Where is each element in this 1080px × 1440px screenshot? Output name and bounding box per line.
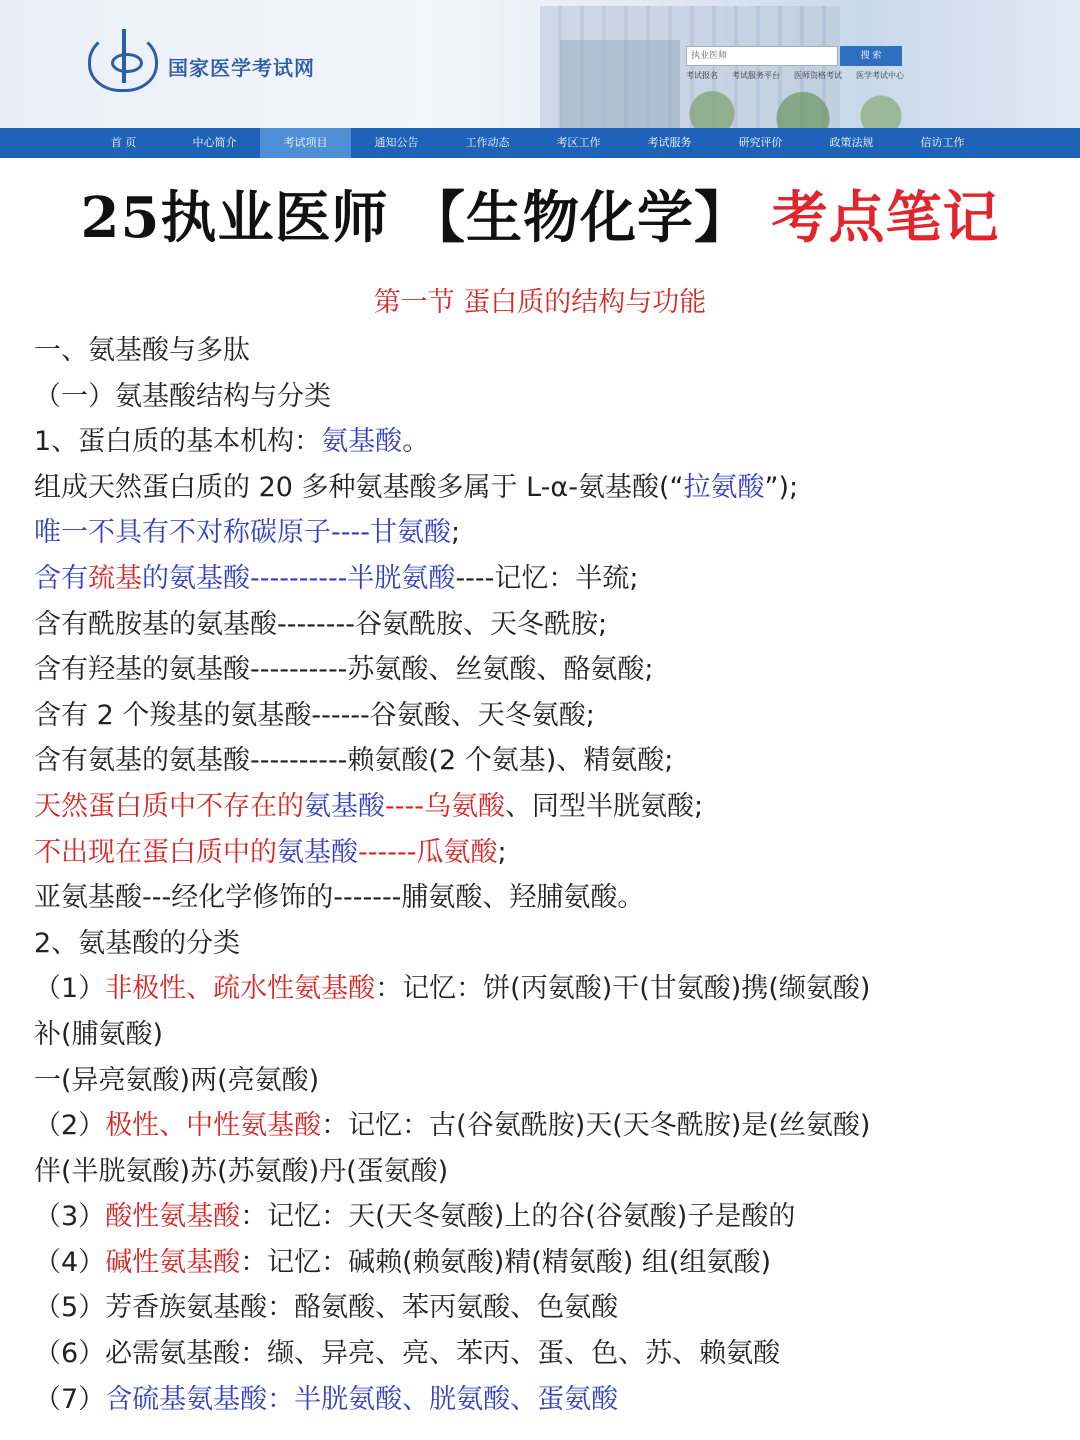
- note-line: [34, 1149, 1064, 1195]
- page-title: [0, 180, 1080, 256]
- note-text: （2）: [34, 1110, 106, 1142]
- note-highlight: 的氨基酸----------半胱氨酸: [142, 562, 456, 594]
- note-highlight: 酸性氨基酸: [105, 1201, 241, 1233]
- note-text: ;: [497, 836, 507, 868]
- note-text: 。: [402, 426, 430, 458]
- note-text: 、同型半胱氨酸;: [504, 790, 704, 822]
- note-highlight: 含硫基氨基酸：半胱氨酸、胱氨酸、蛋氨酸: [105, 1383, 619, 1415]
- note-highlight: 巯基: [88, 562, 142, 594]
- quick-link[interactable]: 考试报名: [686, 71, 718, 80]
- note-highlight: 氨基酸: [277, 836, 358, 868]
- site-name[interactable]: 国家医学考试网: [168, 56, 315, 80]
- nav-item-research[interactable]: 研究评价: [738, 136, 783, 149]
- note-highlight: 含有: [34, 562, 88, 594]
- note-line: [34, 875, 1064, 921]
- note-text: 亚氨基酸---经化学修饰的-------脯氨酸、羟脯氨酸。: [34, 882, 645, 914]
- note-line: [34, 784, 1064, 830]
- note-line: [34, 1194, 1064, 1240]
- note-text: ：记忆：饼(丙氨酸)干(甘氨酸)携(缬氨酸): [375, 973, 871, 1005]
- note-line: [34, 1012, 1064, 1058]
- note-text: ----记忆：半巯;: [455, 562, 639, 594]
- note-text: （5）芳香族氨基酸：酪氨酸、苯丙氨酸、色氨酸: [34, 1292, 619, 1324]
- note-highlight: ----乌氨酸: [385, 790, 505, 822]
- note-line: [34, 419, 1064, 465]
- note-text: （6）必需氨基酸：缬、异亮、亮、苯丙、蛋、色、苏、赖氨酸: [34, 1338, 781, 1370]
- note-text: 含有氨基的氨基酸----------赖氨酸(2 个氨基)、精氨酸;: [34, 745, 674, 777]
- note-highlight: 唯一不具有不对称碳原子----甘氨酸: [34, 517, 451, 549]
- note-line: [34, 1058, 1064, 1104]
- heading-amino-acids: 一、氨基酸与多肽: [34, 335, 250, 366]
- search-input[interactable]: 执业医师: [686, 46, 838, 66]
- note-text: ：记忆：古(谷氨酰胺)天(天冬酰胺)是(丝氨酸): [321, 1110, 871, 1142]
- nav-item-home[interactable]: 首 页: [110, 136, 137, 149]
- note-line: [34, 921, 1064, 967]
- nav-item-exams[interactable]: 考试项目: [260, 128, 351, 158]
- note-text: 伴(半胱氨酸)苏(苏氨酸)丹(蛋氨酸): [34, 1155, 449, 1187]
- nav-item-policy[interactable]: 政策法规: [829, 136, 874, 149]
- note-line: [34, 966, 1064, 1012]
- nav-item-notices[interactable]: 通知公告: [374, 136, 419, 149]
- note-line: [34, 602, 1064, 648]
- note-line: [34, 1331, 1064, 1377]
- note-highlight: 非极性、疏水性氨基酸: [105, 973, 376, 1005]
- quick-link[interactable]: 医师资格考试: [794, 71, 842, 80]
- note-text: 2、氨基酸的分类: [34, 927, 241, 959]
- nav-item-petition[interactable]: 信访工作: [920, 136, 965, 149]
- note-line: [34, 830, 1064, 876]
- note-text: （1）: [34, 973, 106, 1005]
- note-text: （3）: [34, 1201, 106, 1233]
- note-line: [34, 1103, 1064, 1149]
- note-text: 1、蛋白质的基本机构：: [34, 426, 322, 458]
- main-nav: [0, 128, 1080, 158]
- search-button[interactable]: 搜 索: [840, 46, 902, 66]
- note-line: [34, 647, 1064, 693]
- note-text: 含有酰胺基的氨基酸--------谷氨酰胺、天冬酰胺;: [34, 608, 608, 640]
- note-text: ：记忆：碱赖(赖氨酸)精(精氨酸) 组(组氨酸): [240, 1246, 771, 1278]
- note-line: [34, 465, 1064, 511]
- section-title: 第一节 蛋白质的结构与功能: [373, 287, 707, 318]
- note-text: ;: [450, 517, 461, 549]
- note-line: [34, 738, 1064, 784]
- nav-item-regions[interactable]: 考区工作: [556, 136, 601, 149]
- logo-emblem-icon[interactable]: [88, 32, 158, 92]
- note-highlight: 极性、中性氨基酸: [105, 1110, 322, 1142]
- note-highlight: 氨基酸: [304, 790, 385, 822]
- note-text: （7）: [34, 1383, 106, 1415]
- note-line: [34, 556, 1064, 602]
- note-text: 含有 2 个羧基的氨基酸------谷氨酸、天冬氨酸;: [34, 699, 595, 731]
- title-subject: 【生物化学】: [408, 185, 751, 251]
- trees-image: [660, 80, 920, 128]
- note-highlight: 不出现在蛋白质中的: [34, 836, 277, 868]
- notes-body: [34, 328, 1064, 1422]
- note-line: [34, 374, 1064, 420]
- note-highlight: ------瓜氨酸: [358, 836, 498, 868]
- note-text: ：记忆：天(天冬氨酸)上的谷(谷氨酸)子是酸的: [240, 1201, 796, 1233]
- site-banner: [0, 0, 1080, 128]
- note-line: [34, 693, 1064, 739]
- note-text: （4）: [34, 1246, 106, 1278]
- quick-links: [686, 70, 986, 84]
- note-highlight: 碱性氨基酸: [105, 1246, 241, 1278]
- quick-link[interactable]: 医学考试中心: [856, 71, 904, 80]
- note-line: [34, 328, 1064, 374]
- nav-item-about[interactable]: 中心简介: [192, 136, 237, 149]
- note-text: 补(脯氨酸): [34, 1018, 164, 1050]
- note-highlight: 氨基酸: [321, 426, 403, 458]
- note-line: [34, 1285, 1064, 1331]
- note-text: 含有羟基的氨基酸----------苏氨酸、丝氨酸、酪氨酸;: [34, 654, 654, 686]
- note-highlight: 天然蛋白质中不存在的: [34, 790, 304, 822]
- note-text: 一(异亮氨酸)两(亮氨酸): [34, 1064, 320, 1096]
- note-line: [34, 1240, 1064, 1286]
- note-line: [34, 510, 1064, 556]
- quick-link[interactable]: 考试服务平台: [732, 71, 780, 80]
- note-text: 组成天然蛋白质的 20 多种氨基酸多属于 L-α-氨基酸(“: [34, 471, 684, 503]
- title-exam: 25执业医师: [80, 185, 389, 251]
- nav-item-news[interactable]: 工作动态: [465, 136, 510, 149]
- title-notes: 考点笔记: [771, 185, 1000, 251]
- nav-item-services[interactable]: 考试服务: [647, 136, 692, 149]
- note-text: ”);: [764, 471, 799, 503]
- note-line: [34, 1377, 1064, 1423]
- note-highlight: 拉氨酸: [683, 471, 765, 503]
- subheading-structure: （一）氨基酸结构与分类: [34, 380, 331, 412]
